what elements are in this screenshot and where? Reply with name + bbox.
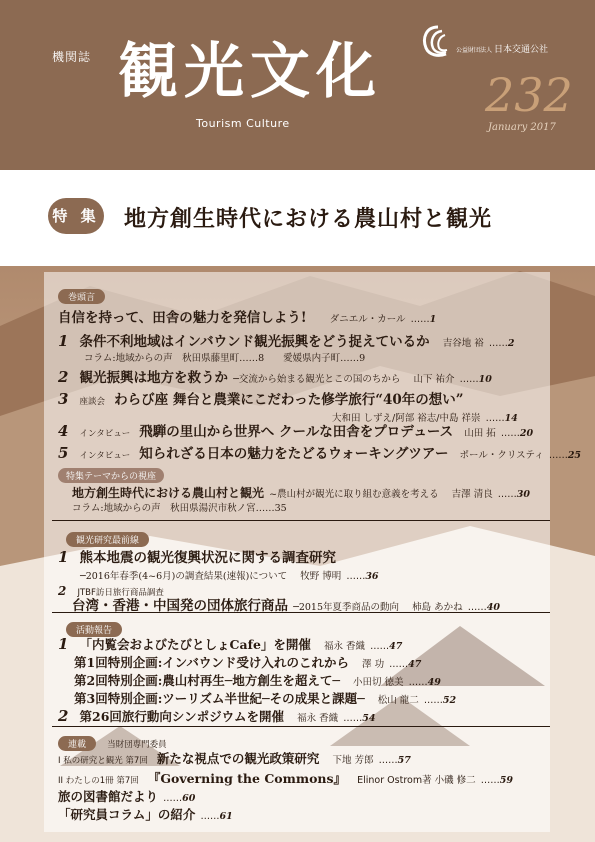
research-tag-label: 観光研究最前線 xyxy=(66,532,149,547)
opening-title: 自信を持って、田舎の魅力を発信しよう! xyxy=(58,310,307,326)
toc-item-1-column: コラム:地域からの声 秋田県藤里町……8 愛媛県内子町……9 xyxy=(84,353,366,364)
item-page: 25 xyxy=(567,450,582,461)
item-title: 条件不利地域はインバウンド観光振興をどう捉えているか xyxy=(79,334,430,350)
kikanshi-label: 機関誌 xyxy=(52,50,92,64)
item-title: 観光振興は地方を救うか xyxy=(79,370,229,386)
toc-item-2[interactable]: 2 観光振興は地方を救うか ─交流から始まる観光とこの国のちから 山下 祐介 ……10 xyxy=(58,368,492,386)
item-page: 61 xyxy=(219,811,233,822)
item-title: 台湾・香港・中国発の団体旅行商品 xyxy=(72,598,288,614)
activity-subitem-2[interactable]: 第2回特別企画:農山村再生─地方創生を超えて─ 小田切 徳美 ……49 xyxy=(74,673,441,688)
issue-number: 232 xyxy=(485,68,573,122)
serial-tag-label: 連載 xyxy=(58,736,96,751)
item-number: 3 xyxy=(58,390,69,408)
activity-item-2[interactable]: 2 第26回旅行動向シンポジウムを開催 福永 香織 ……54 xyxy=(58,707,376,725)
item-author: 小田切 徳美 xyxy=(352,677,404,688)
issue-date: January 2017 xyxy=(488,122,556,133)
item-subtitle: ─2015年夏季商品の動向 xyxy=(293,602,399,613)
item-label: JTBF訪日旅行商品調査 xyxy=(77,588,164,598)
item-page: 57 xyxy=(397,755,411,766)
item-page: 49 xyxy=(427,677,441,688)
divider xyxy=(52,612,550,613)
toc-item-4[interactable]: 4 インタビュー 飛騨の里山から世界へ クールな田舎をプロデュース 山田 拓 ……20 xyxy=(58,422,534,440)
theme-tag-label: 特集テーマからの視座 xyxy=(58,468,164,483)
theme-subtitle: ~農山村が観光に取り組む意義を考える xyxy=(269,489,439,500)
theme-tag xyxy=(58,464,164,483)
item-number: 2 xyxy=(58,368,69,386)
item-title: 新たな視点での観光政策研究 xyxy=(156,751,320,766)
item-number: 1 xyxy=(58,548,69,566)
toc-item-1[interactable]: 1 条件不利地域はインバウンド観光振興をどう捉えているか 吉谷地 裕 ……2 xyxy=(58,332,515,350)
item-title: わらび座 舞台と農業にこだわった修学旅行“40年の想い” xyxy=(114,392,464,408)
publisher-type: 公益財団法人 xyxy=(456,47,493,54)
item-author: 福永 香織 xyxy=(324,641,366,652)
item-author: ポール・クリスティ xyxy=(459,450,544,461)
item-page: 36 xyxy=(365,571,379,582)
toc-item-5[interactable]: 5 インタビュー 知られざる日本の魅力をたどるウォーキングツアー ポール・クリスティ ……25 xyxy=(58,444,582,462)
item-author: 福永 香織 xyxy=(297,713,339,724)
item-title: 旅の図書館だより xyxy=(58,789,159,804)
item-title: 飛騨の里山から世界へ クールな田舎をプロデュース xyxy=(139,424,454,440)
activity-item-1[interactable]: 1 「内覧会およびたびとしょCafe」を開催 福永 香織 ……47 xyxy=(58,635,403,653)
item-number: 2 xyxy=(58,584,67,598)
item-title: 第1回特別企画:インバウンド受け入れのこれから xyxy=(74,655,349,670)
activity-subitem-3[interactable]: 第3回特別企画:ツーリズム半世紀─その成果と課題─ 松山 龍二 ……52 xyxy=(74,691,457,706)
opening-tag xyxy=(58,285,105,304)
item-page: 60 xyxy=(182,793,196,804)
theme-page: 30 xyxy=(516,489,531,500)
publisher-org: 日本交通公社 xyxy=(494,45,549,55)
item-subtitle: ─交流から始まる観光とこの国のちから xyxy=(233,374,401,385)
theme-title: 地方創生時代における農山村と観光 xyxy=(72,486,265,500)
item-title: 「研究員コラム」の紹介 xyxy=(58,807,196,822)
serial-item-2[interactable]: II わたしの1冊 第7回 『Governing the Commons』 Elinor Ostrom著 小磯 修二 ……59 xyxy=(58,771,513,786)
toc-item-3-byline: 大和田 しずえ/阿部 裕志/中島 祥崇 ……14 xyxy=(332,413,518,424)
theme-author: 吉澤 清良 xyxy=(451,489,493,500)
item-number: 2 xyxy=(58,707,69,725)
item-number: 1 xyxy=(58,635,69,653)
item-subtitle: ─2016年春季(4~6月)の調査結果(速報)について xyxy=(80,571,288,582)
item-author: 山下 祐介 xyxy=(413,374,455,385)
activity-subitem-1[interactable]: 第1回特別企画:インバウンド受け入れのこれから 澤 功 ……47 xyxy=(74,655,422,670)
item-title: 『Governing the Commons』 xyxy=(147,771,347,786)
item-author: 牧野 博明 xyxy=(300,571,342,582)
item-number: 1 xyxy=(58,332,69,350)
serial-item-1[interactable]: I 私の研究と観光 第7回 新たな視点での観光政策研究 下地 芳郎 ……57 xyxy=(58,751,411,766)
library-row[interactable]: 旅の図書館だより ……60 xyxy=(58,789,196,804)
item-title: 「内覧会およびたびとしょCafe」を開催 xyxy=(79,637,311,652)
divider xyxy=(52,726,550,727)
feature-badge: 特 集 xyxy=(48,198,104,234)
magazine-title: 観光文化 xyxy=(118,37,382,107)
item-page: 14 xyxy=(504,413,518,424)
item-author: 山田 拓 xyxy=(464,428,496,439)
item-title: 第3回特別企画:ツーリズム半世紀─その成果と課題─ xyxy=(74,691,365,706)
research-item-2[interactable]: 台湾・香港・中国発の団体旅行商品 ─2015年夏季商品の動向 柿島 あかね ……40 xyxy=(72,598,500,614)
item-author: 下地 芳郎 xyxy=(332,755,374,766)
toc-item-3[interactable] xyxy=(58,388,464,408)
publisher-name xyxy=(456,42,548,55)
item-title: 熊本地震の観光復興状況に関する調査研究 xyxy=(79,550,337,566)
item-label: II わたしの1冊 第7回 xyxy=(58,776,139,786)
activity-tag-label: 活動報告 xyxy=(66,622,122,637)
item-label: インタビュー xyxy=(79,451,131,461)
item-author: 大和田 しずえ/阿部 裕志/中島 祥崇 xyxy=(332,413,481,424)
research-item-1-sub: ─2016年春季(4~6月)の調査結果(速報)について 牧野 博明 ……36 xyxy=(80,571,379,582)
masthead xyxy=(0,0,595,170)
item-page: 20 xyxy=(519,428,534,439)
item-page: 47 xyxy=(408,659,422,670)
item-title: 第2回特別企画:農山村再生─地方創生を超えて─ xyxy=(74,673,340,688)
theme-row[interactable]: 地方創生時代における農山村と観光 ~農山村が観光に取り組む意義を考える 吉澤 清良 ……30 xyxy=(72,486,531,500)
item-page: 40 xyxy=(486,602,500,613)
item-label: I 私の研究と観光 第7回 xyxy=(58,756,148,766)
opening-page: 1 xyxy=(429,314,437,325)
item-author: 柿島 あかね xyxy=(412,602,463,613)
opening-tag-label: 巻頭言 xyxy=(58,289,105,304)
item-author: 澤 功 xyxy=(362,659,385,670)
item-title: 第26回旅行動向シンポジウムを開催 xyxy=(79,709,284,724)
item-label: 座談会 xyxy=(79,397,106,407)
magazine-title-en: Tourism Culture xyxy=(196,117,290,130)
item-page: 59 xyxy=(499,775,513,786)
item-page: 54 xyxy=(362,713,376,724)
research-item-1[interactable] xyxy=(58,546,336,566)
item-author: 吉谷地 裕 xyxy=(442,338,484,349)
jtbf-logo-icon xyxy=(420,24,450,58)
item-title: 知られざる日本の魅力をたどるウォーキングツアー xyxy=(139,446,449,462)
opening-author: ダニエル・カール xyxy=(329,314,406,325)
divider xyxy=(52,520,550,521)
research-tag xyxy=(66,528,149,547)
item-page: 2 xyxy=(507,338,515,349)
item-author: 松山 龍二 xyxy=(377,695,419,706)
item-label: インタビュー xyxy=(79,429,131,439)
item-number: 5 xyxy=(58,444,69,462)
column-row[interactable]: 「研究員コラム」の紹介 ……61 xyxy=(58,807,233,822)
item-page: 47 xyxy=(389,641,403,652)
serial-note: 当財団専門委員 xyxy=(107,740,167,750)
feature-title: 地方創生時代における農山村と観光 xyxy=(124,206,493,232)
theme-column: コラム:地域からの声 秋田県湯沢市秋ノ宮……35 xyxy=(72,503,287,514)
item-number: 4 xyxy=(58,422,69,440)
item-author: Elinor Ostrom著 小磯 修二 xyxy=(357,775,476,786)
item-page: 10 xyxy=(478,374,492,385)
item-page: 52 xyxy=(442,695,457,706)
opening-row[interactable]: 自信を持って、田舎の魅力を発信しよう! ダニエル・カール ……1 xyxy=(58,310,437,326)
